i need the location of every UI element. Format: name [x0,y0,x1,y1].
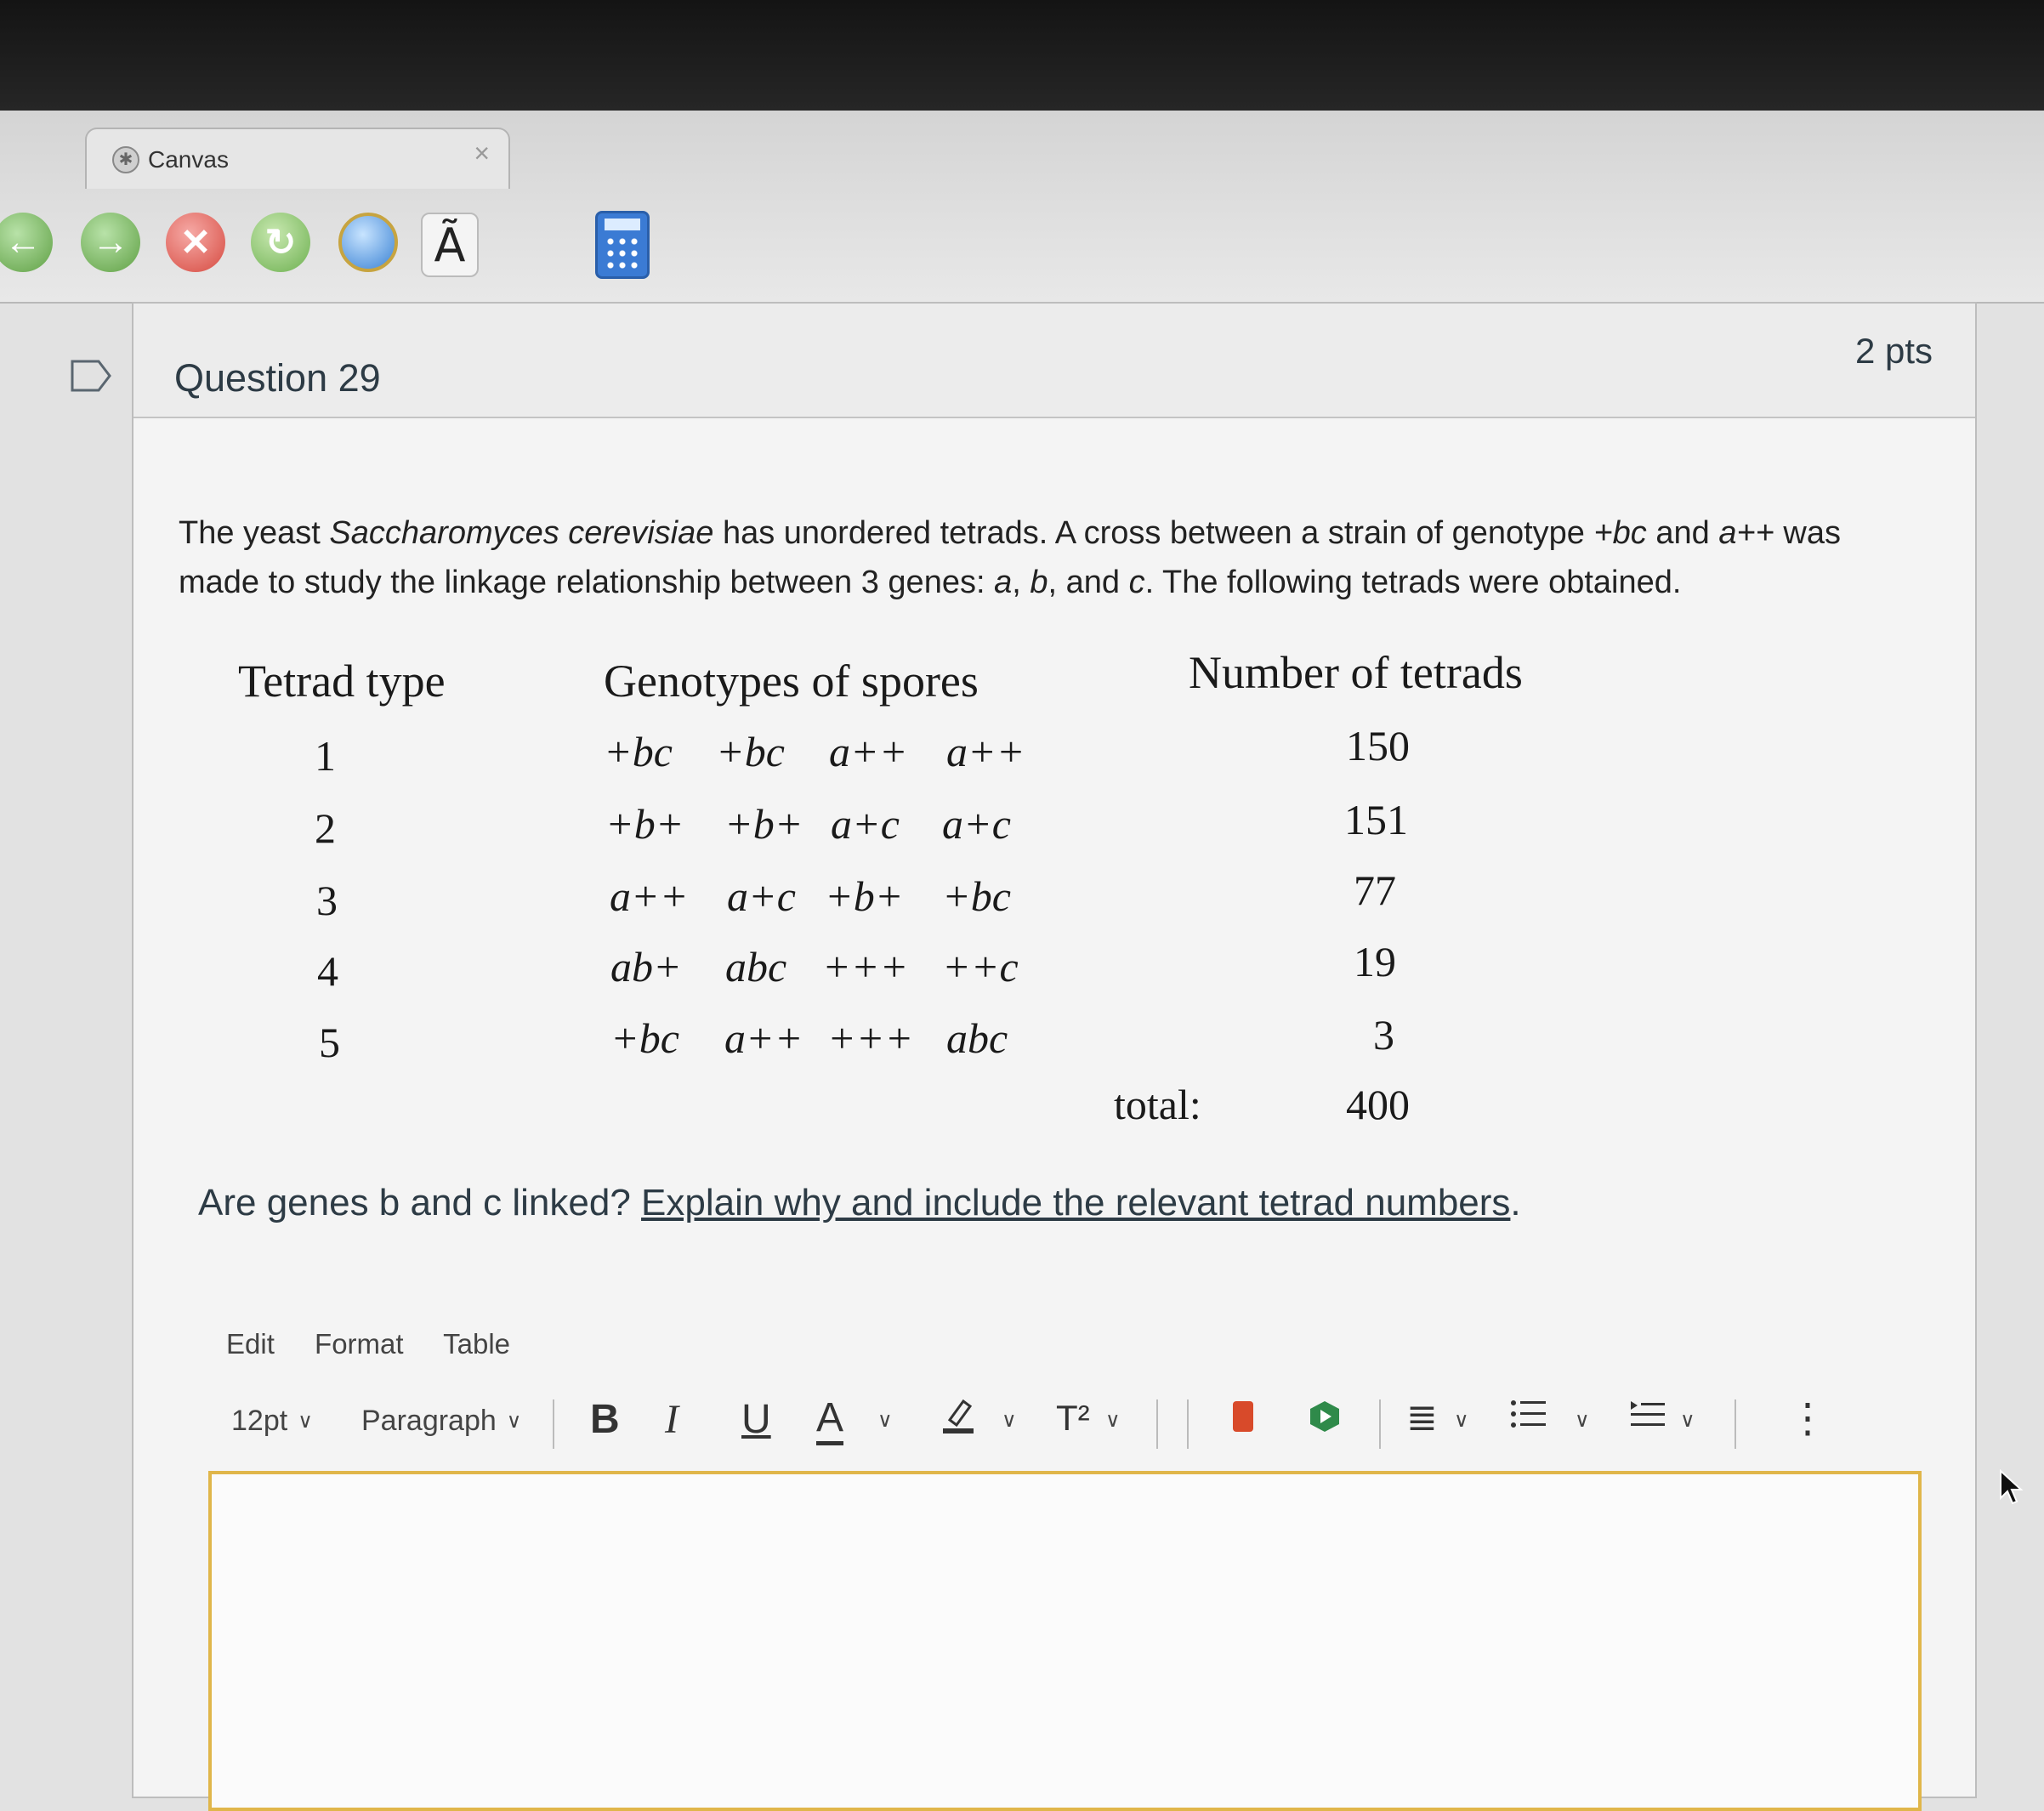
chevron-down-icon[interactable]: ∨ [1105,1409,1121,1432]
tab-title: Canvas [148,146,229,173]
bookmark-flag-icon[interactable] [70,359,112,393]
forward-icon[interactable]: → [81,213,140,272]
home-icon[interactable] [338,213,398,272]
chevron-down-icon: ∨ [506,1410,522,1433]
header-number: Number of tetrads [1189,647,1523,698]
spore: abc [725,943,787,991]
answer-editor[interactable] [208,1471,1922,1811]
chevron-down-icon[interactable]: ∨ [1002,1409,1017,1432]
editor-menubar [226,1328,542,1360]
header-tetrad-type: Tetrad type [238,656,446,707]
browser-chrome [0,111,2044,304]
species-name: Saccharomyces cerevisiae [329,515,714,551]
globe-icon: ✱ [112,146,139,173]
browser-toolbar [0,204,765,289]
total-value: 400 [1346,1081,1410,1128]
tetrad-count-5: 3 [1373,1011,1394,1059]
office-icon[interactable] [1233,1401,1253,1432]
bold-button[interactable]: B [590,1397,620,1442]
mouse-cursor-icon [1998,1469,2024,1507]
spore: a++ [610,872,689,920]
spore: +bc [716,728,785,775]
question-ask: Are genes b and c linked? Explain why and include the relevant tetrad numbers. [198,1182,1521,1223]
chevron-down-icon[interactable]: ∨ [1454,1409,1469,1432]
tetrad-type-1: 1 [315,732,336,780]
underline-button[interactable]: U [741,1397,771,1442]
align-icon[interactable]: ≣ [1406,1397,1438,1439]
block-format-select[interactable]: Paragraph ∨ [361,1405,522,1437]
spore: a++ [724,1014,803,1062]
tetrad-type-4: 4 [317,947,338,995]
spore: ++c [942,943,1019,991]
tetrad-count-3: 77 [1354,866,1396,914]
back-icon[interactable]: ← [0,213,53,272]
indent-icon[interactable] [1629,1398,1666,1430]
tetrad-count-1: 150 [1346,722,1410,769]
tab-close-icon[interactable]: × [474,138,490,168]
menu-edit[interactable]: Edit [226,1328,275,1360]
tetrad-count-2: 151 [1344,796,1408,843]
browser-tab[interactable] [85,128,510,189]
chevron-down-icon: ∨ [298,1410,313,1433]
text-size-icon[interactable]: Ã [421,213,479,277]
spore: +++ [822,943,909,991]
superscript-button[interactable]: T² [1056,1398,1090,1438]
chevron-down-icon[interactable]: ∨ [1680,1409,1695,1432]
spore: +b+ [605,800,684,848]
question-header [133,304,1975,418]
spore: a+c [942,800,1011,848]
question-prompt: The yeast Saccharomyces cerevisiae has unordered tetrads. A cross between a strain of genotype +bc and a++ was made to study the linkage relationship between 3 genes: a, b, and c. The following tetrads were obtained. [179,515,1842,600]
spore: a+c [727,872,796,920]
window-top-bezel [0,0,2044,111]
menu-format[interactable]: Format [315,1328,404,1360]
bullet-list-icon[interactable] [1510,1398,1547,1430]
tetrad-type-3: 3 [316,877,338,924]
spore: a++ [946,728,1025,775]
spore: +bc [604,728,673,775]
font-size-select[interactable]: 12pt ∨ [231,1405,313,1437]
chevron-down-icon[interactable]: ∨ [1575,1409,1590,1432]
spore: +bc [610,1014,679,1062]
chevron-down-icon[interactable]: ∨ [877,1409,893,1432]
spore: abc [946,1014,1008,1062]
spore: +bc [942,872,1011,920]
spore: +b+ [724,800,803,848]
more-options-icon[interactable]: ⋮ [1787,1396,1828,1441]
tetrad-type-5: 5 [319,1019,340,1066]
spore: a++ [829,728,908,775]
total-label: total: [1114,1081,1201,1128]
menu-table[interactable]: Table [443,1328,511,1360]
spore: +b+ [825,872,904,920]
spore: +++ [827,1014,914,1062]
google-drive-icon[interactable] [1308,1399,1342,1433]
spore: ab+ [610,943,682,991]
text-color-button[interactable]: A [816,1394,843,1445]
stop-icon[interactable]: ✕ [166,213,225,272]
header-genotypes: Genotypes of spores [604,656,979,707]
italic-button[interactable]: I [665,1397,678,1442]
spore: a+c [831,800,900,848]
question-title: Question 29 [174,356,381,400]
question-points: 2 pts [1854,331,1933,371]
reload-icon[interactable]: ↻ [251,213,310,272]
editor-toolbar [231,1394,1830,1454]
calculator-icon[interactable] [595,211,650,279]
tetrad-count-4: 19 [1354,938,1396,985]
highlight-color-icon[interactable] [941,1396,975,1435]
tetrad-type-2: 2 [315,804,336,852]
